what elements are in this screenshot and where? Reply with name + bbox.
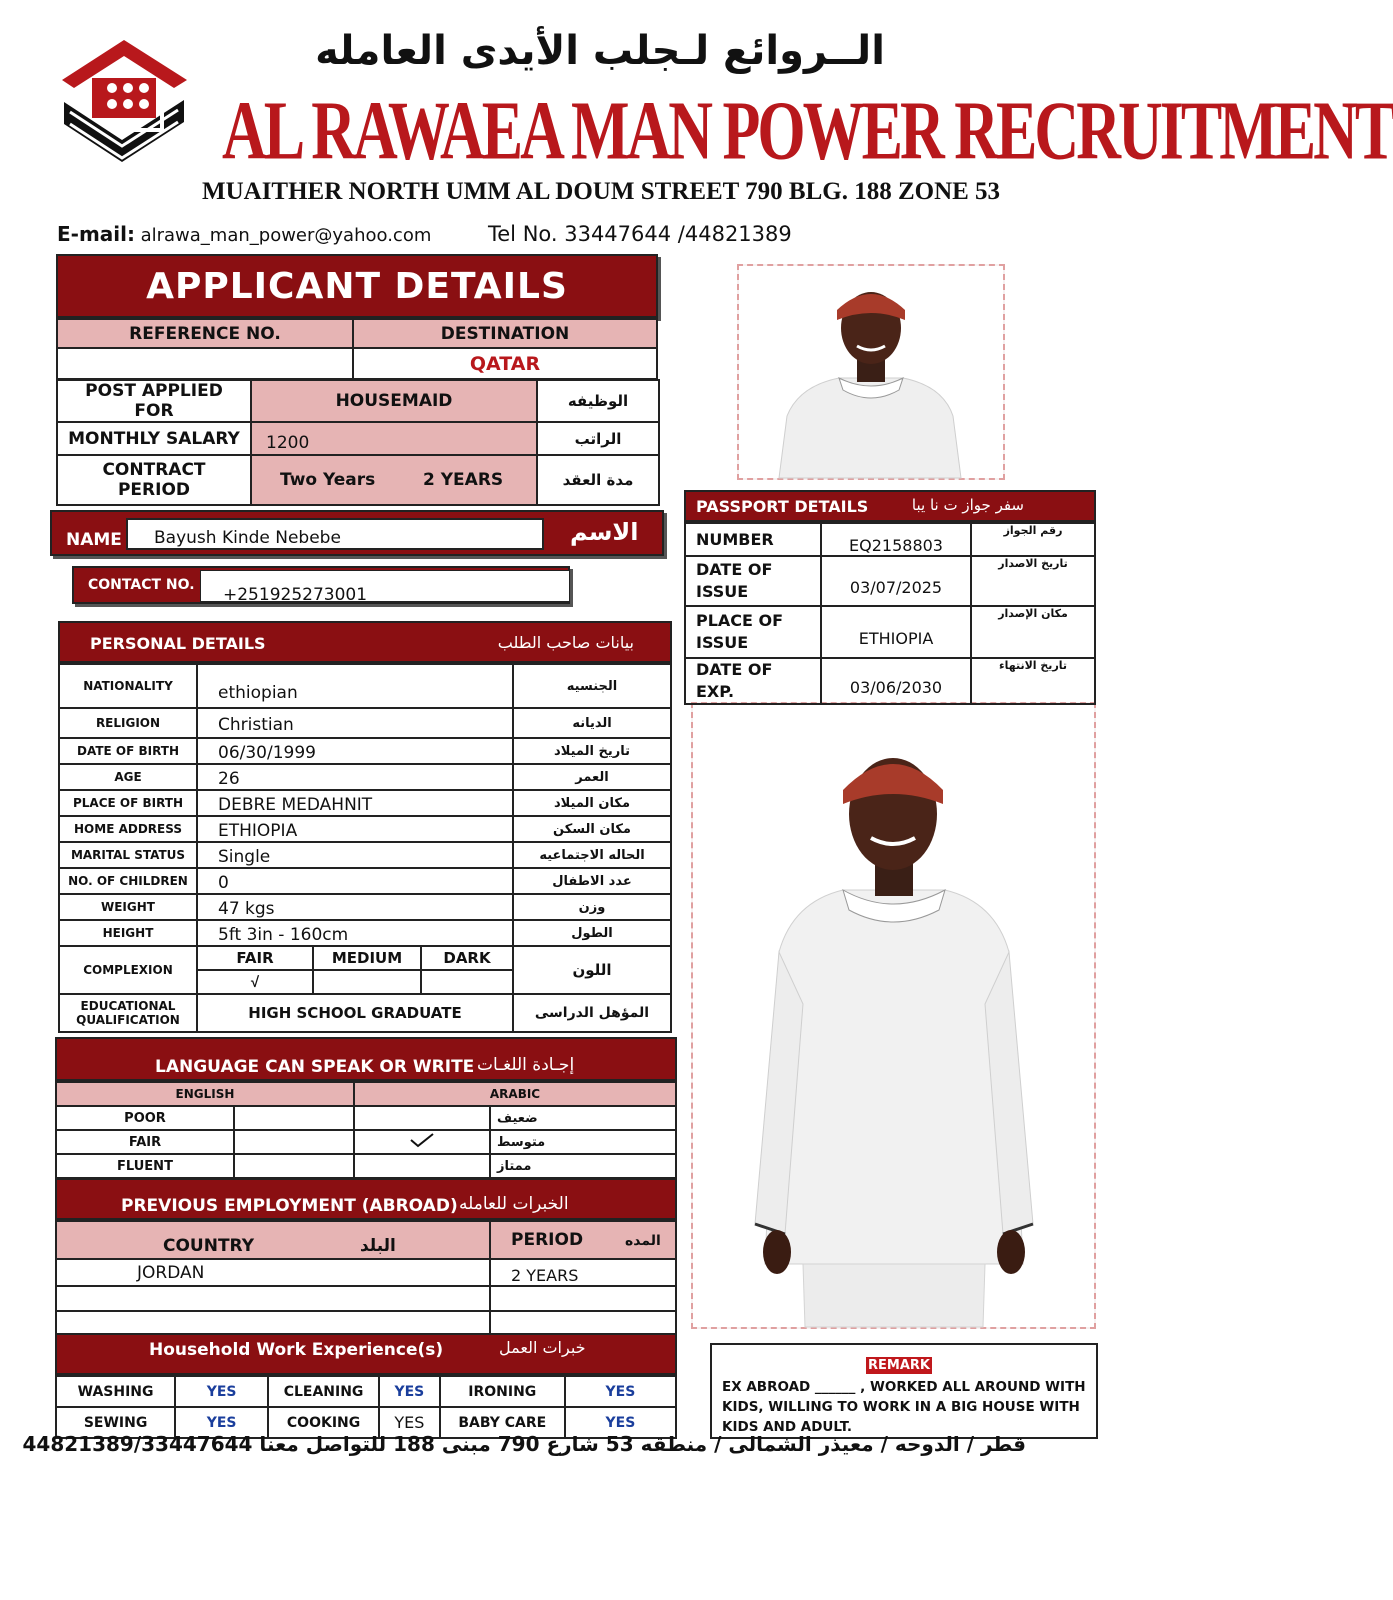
country-heading [56, 1221, 490, 1259]
personal-details-header [58, 621, 672, 663]
complexion-fair-mark: √ [197, 970, 313, 994]
personal-details-title: PERSONAL DETAILS [90, 634, 266, 653]
passport-details-title: PASSPORT DETAILS [696, 497, 869, 516]
personal-ar: تاريخ الميلاد [513, 738, 671, 764]
passport-row [685, 606, 1095, 658]
education-ar: المؤهل الدراسى [513, 994, 671, 1032]
personal-value: 5ft 3in - 160cm [197, 920, 513, 946]
email-address[interactable]: alrawa_man_power@yahoo.com [140, 225, 432, 246]
applicant-photo-full [691, 702, 1096, 1329]
contract-period-years: 2 YEARS [423, 470, 504, 490]
arabic-company-title: الــروائع لـجلب الأيدى العامله [315, 28, 885, 74]
household-task: IRONING [440, 1376, 565, 1407]
personal-row [59, 790, 671, 816]
personal-value: Christian [197, 708, 513, 738]
household-task: COOKING [268, 1407, 379, 1438]
country-label-ar: البلد [359, 1236, 396, 1256]
reference-value [57, 348, 353, 379]
personal-value: ethiopian [197, 664, 513, 708]
passport-value: ETHIOPIA [821, 606, 971, 658]
complexion-medium: MEDIUM [313, 946, 421, 970]
monthly-salary-ar: الراتب [537, 422, 659, 455]
employment-period [490, 1286, 676, 1311]
remark-box [710, 1343, 1098, 1439]
personal-details-table [58, 663, 672, 1033]
passport-value: EQ2158803 [821, 523, 971, 556]
personal-ar: الديانه [513, 708, 671, 738]
personal-row [59, 894, 671, 920]
household-answer: YES [565, 1376, 676, 1407]
personal-ar: العمر [513, 764, 671, 790]
period-heading [490, 1221, 676, 1259]
arabic-level-ar: ممتاز [490, 1154, 676, 1178]
reference-label: REFERENCE NO. [57, 319, 353, 348]
personal-row [59, 816, 671, 842]
passport-value: 03/06/2030 [821, 658, 971, 704]
household-row [56, 1376, 676, 1407]
name-label: NAME [66, 530, 122, 550]
personal-value: ETHIOPIA [197, 816, 513, 842]
arabic-level-ar: متوسط [490, 1130, 676, 1154]
destination-value: QATAR [353, 348, 657, 379]
passport-row [685, 523, 1095, 556]
arabic-level-mark [354, 1106, 490, 1130]
passport-value: 03/07/2025 [821, 556, 971, 606]
complexion-fair: FAIR [197, 946, 313, 970]
contact-label: CONTACT NO. [88, 577, 195, 593]
name-field [126, 518, 544, 550]
passport-label: DATE OF ISSUE [685, 556, 821, 606]
personal-value: 47 kgs [197, 894, 513, 920]
personal-ar: مكان السكن [513, 816, 671, 842]
english-level-mark [234, 1106, 354, 1130]
name-value: Bayush Kinde Nebebe [154, 528, 341, 548]
language-row [56, 1106, 676, 1130]
personal-row [59, 842, 671, 868]
company-name: AL RAWAEA MAN POWER RECRUITMENT [222, 85, 1393, 178]
personal-details-title-ar: بيانات صاحب الطلب [497, 633, 634, 652]
household-answer: YES [175, 1407, 268, 1438]
contract-period-label: CONTRACT PERIOD [57, 455, 251, 505]
english-level-mark [234, 1130, 354, 1154]
personal-label: PLACE OF BIRTH [59, 790, 197, 816]
personal-label: NATIONALITY [59, 664, 197, 708]
personal-value: 0 [197, 868, 513, 894]
employment-row [56, 1259, 676, 1286]
passport-label: PLACE OF ISSUE [685, 606, 821, 658]
language-title: LANGUAGE CAN SPEAK OR WRITE [155, 1057, 475, 1077]
employment-title-ar: الخبرات للعامله [459, 1194, 569, 1214]
passport-details-table [684, 522, 1096, 705]
employment-header [55, 1178, 677, 1220]
complexion-dark-mark [421, 970, 513, 994]
personal-label: RELIGION [59, 708, 197, 738]
email-label: E-mail: [57, 222, 136, 246]
personal-ar: وزن [513, 894, 671, 920]
household-answer: YES [379, 1376, 440, 1407]
household-title-ar: خبرات العمل [499, 1338, 586, 1357]
english-level-label: FAIR [56, 1130, 234, 1154]
tel-line: Tel No. 33447644 /44821389 [488, 222, 792, 246]
personal-label: HEIGHT [59, 920, 197, 946]
arabic-level-mark [354, 1130, 490, 1154]
period-label-ar: المده [624, 1233, 661, 1249]
complexion-medium-mark [313, 970, 421, 994]
personal-value: DEBRE MEDAHNIT [197, 790, 513, 816]
contract-period-value [251, 455, 537, 505]
checkmark-icon [409, 1135, 435, 1152]
personal-row [59, 920, 671, 946]
passport-label: DATE OF EXP. [685, 658, 821, 704]
personal-label: WEIGHT [59, 894, 197, 920]
complexion-label: COMPLEXION [59, 946, 197, 994]
household-title: Household Work Experience(s) [149, 1340, 444, 1360]
post-applied-label: POST APPLIED FOR [57, 380, 251, 422]
country-label: COUNTRY [163, 1236, 255, 1256]
personal-value: Single [197, 842, 513, 868]
post-applied-value: HOUSEMAID [251, 380, 537, 422]
household-header [55, 1333, 677, 1375]
arabic-level-ar: ضعيف [490, 1106, 676, 1130]
footer-address: قطر / الدوحه / معيذر الشمالى / منطقه 53 شارع 790 مبنى 188 للتواصل معنا 44821389/33447644 [22, 1432, 1026, 1456]
employment-period: 2 YEARS [490, 1259, 676, 1286]
passport-ar: مكان الإصدار [971, 606, 1095, 658]
language-header [55, 1037, 677, 1081]
personal-label: MARITAL STATUS [59, 842, 197, 868]
personal-ar: الحاله الاجتماعيه [513, 842, 671, 868]
applicant-details-title [56, 254, 658, 318]
household-answer: YES [379, 1407, 440, 1438]
email-line [57, 222, 431, 247]
household-table [55, 1375, 677, 1439]
household-task: BABY CARE [440, 1407, 565, 1438]
contract-period-text: Two Years [280, 470, 376, 490]
remark-text: EX ABROAD ______ , WORKED ALL AROUND WITH KIDS, WILLING TO WORK IN A BIG HOUSE WITH KIDS AND ADULT. [722, 1379, 1086, 1435]
personal-value: 06/30/1999 [197, 738, 513, 764]
company-logo [62, 40, 187, 175]
education-value: HIGH SCHOOL GRADUATE [197, 994, 513, 1032]
contract-period-ar: مدة العقد [537, 455, 659, 505]
employment-table [55, 1220, 677, 1337]
personal-row [59, 738, 671, 764]
language-row [56, 1130, 676, 1154]
company-address: MUAITHER NORTH UMM AL DOUM STREET 790 BLG. 188 ZONE 53 [202, 178, 1001, 205]
destination-label: DESTINATION [353, 319, 657, 348]
period-label: PERIOD [511, 1230, 584, 1250]
language-row [56, 1154, 676, 1178]
personal-label: AGE [59, 764, 197, 790]
personal-value: 26 [197, 764, 513, 790]
passport-details-title-ar: سفر جواز ت نا يبا [911, 496, 1024, 514]
household-task: SEWING [56, 1407, 175, 1438]
reference-destination-table [56, 318, 658, 380]
personal-row [59, 868, 671, 894]
english-level-label: FLUENT [56, 1154, 234, 1178]
monthly-salary-label: MONTHLY SALARY [57, 422, 251, 455]
passport-ar: رقم الجواز [971, 523, 1095, 556]
personal-row [59, 764, 671, 790]
english-level-mark [234, 1154, 354, 1178]
passport-row [685, 556, 1095, 606]
passport-ar: تاريخ الانتهاء [971, 658, 1095, 704]
contact-value: +251925273001 [223, 585, 368, 605]
complexion-dark: DARK [421, 946, 513, 970]
personal-label: HOME ADDRESS [59, 816, 197, 842]
personal-ar: عدد الاطفال [513, 868, 671, 894]
passport-label: NUMBER [685, 523, 821, 556]
employment-row [56, 1286, 676, 1311]
personal-row [59, 708, 671, 738]
personal-label: NO. OF CHILDREN [59, 868, 197, 894]
passport-details-header [684, 490, 1096, 522]
arabic-heading: ARABIC [354, 1082, 676, 1106]
employment-title: PREVIOUS EMPLOYMENT (ABROAD) [121, 1196, 458, 1216]
employment-country [56, 1286, 490, 1311]
household-task: WASHING [56, 1376, 175, 1407]
monthly-salary-value: 1200 [251, 422, 537, 455]
complexion-ar: اللون [513, 946, 671, 994]
name-bar [50, 510, 664, 556]
arabic-level-mark [354, 1154, 490, 1178]
remark-title: REMARK [868, 1358, 930, 1373]
post-salary-table [56, 379, 660, 506]
language-title-ar: إجـادة اللغـات [477, 1055, 575, 1075]
personal-label: DATE OF BIRTH [59, 738, 197, 764]
contact-bar [72, 566, 570, 604]
applicant-photo-small [737, 264, 1005, 480]
passport-ar: تاريخ الاصدار [971, 556, 1095, 606]
passport-row [685, 658, 1095, 704]
personal-row [59, 664, 671, 708]
household-answer: YES [175, 1376, 268, 1407]
education-label: EDUCATIONAL QUALIFICATION [59, 994, 197, 1032]
applicant-details-heading: APPLICANT DETAILS [146, 265, 568, 307]
english-level-label: POOR [56, 1106, 234, 1130]
english-heading: ENGLISH [56, 1082, 354, 1106]
language-table [55, 1081, 677, 1179]
contact-field [200, 570, 570, 605]
personal-ar: مكان الميلاد [513, 790, 671, 816]
household-answer: YES [565, 1407, 676, 1438]
name-ar: الاسم [570, 518, 639, 546]
household-task: CLEANING [268, 1376, 379, 1407]
personal-ar: الجنسيه [513, 664, 671, 708]
personal-ar: الطول [513, 920, 671, 946]
employment-country: JORDAN [56, 1259, 490, 1286]
post-applied-ar: الوظيفه [537, 380, 659, 422]
